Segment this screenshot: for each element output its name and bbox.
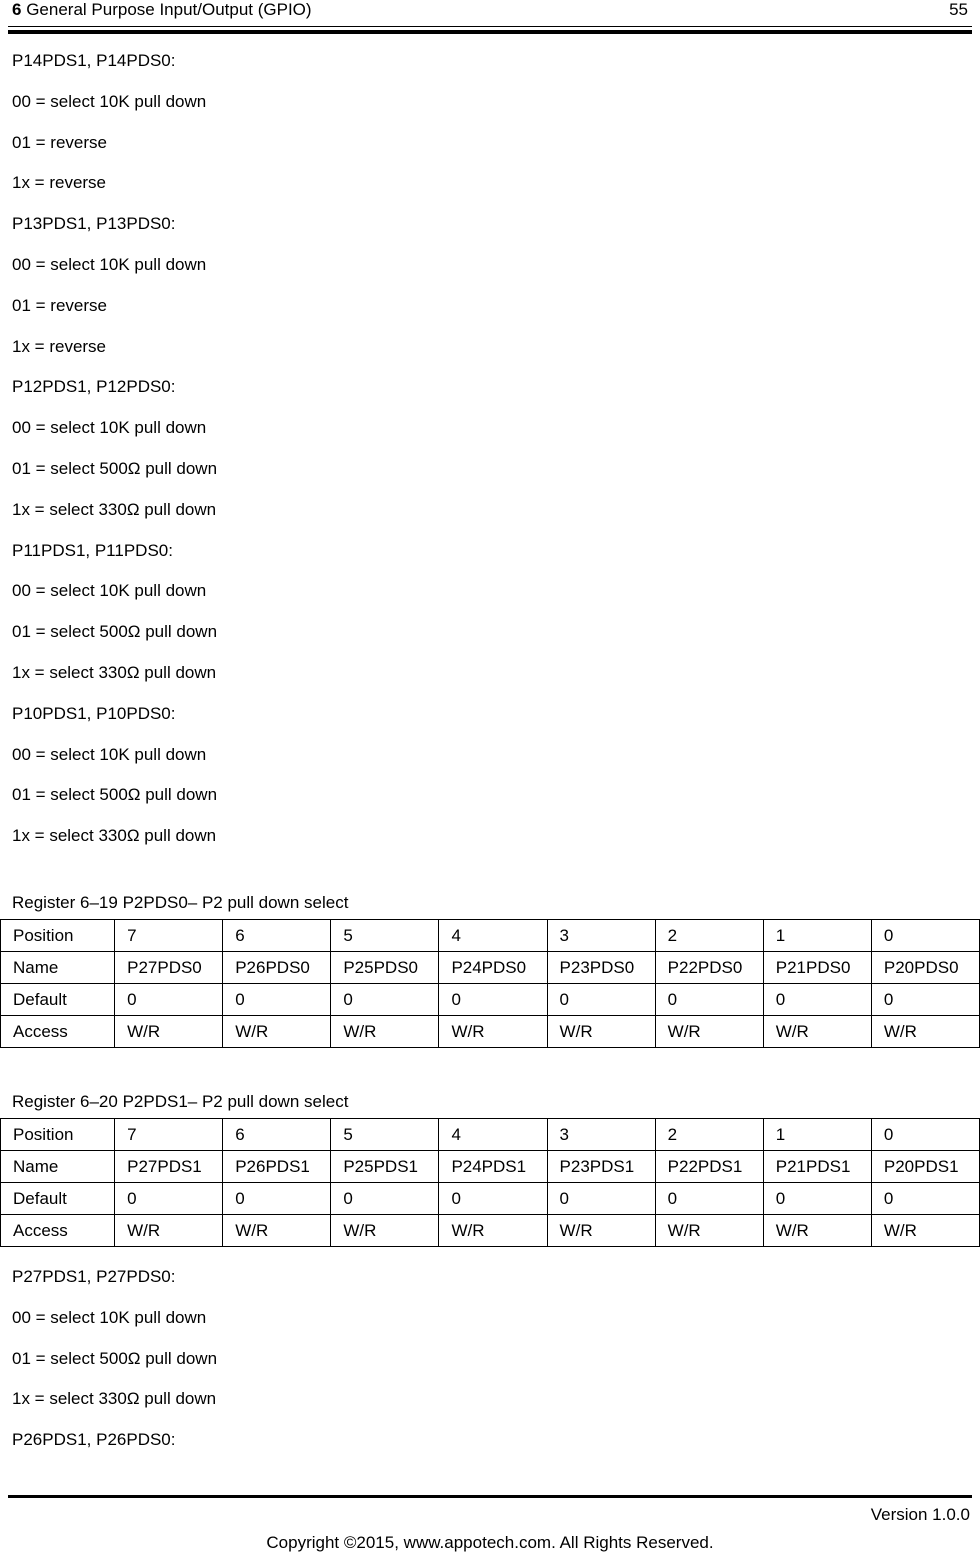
row-header-cell: Position (1, 1119, 115, 1151)
register-cell: W/R (655, 1215, 763, 1247)
register-row-default (1, 1183, 980, 1215)
register-cell: 0 (763, 984, 871, 1016)
register-cell: W/R (547, 1215, 655, 1247)
register-cell: 0 (655, 1183, 763, 1215)
register-cell: 0 (439, 1183, 547, 1215)
register-row-position (1, 920, 980, 952)
description-line: 1x = select 330Ω pull down (12, 499, 217, 519)
register-cell: 1 (763, 920, 871, 952)
description-line: 1x = reverse (12, 336, 107, 356)
register-cell: 0 (331, 984, 439, 1016)
row-header-cell: Default (1, 1183, 115, 1215)
row-header-cell: Position (1, 920, 115, 952)
register-cell: 0 (763, 1183, 871, 1215)
register-cell: P27PDS1 (115, 1151, 223, 1183)
footer-version: Version 1.0.0 (870, 1505, 970, 1524)
register-cell: P26PDS1 (223, 1151, 331, 1183)
description-line: 00 = select 10K pull down (12, 1307, 207, 1327)
register-cell: P27PDS0 (115, 952, 223, 984)
register-cell: W/R (871, 1215, 979, 1247)
register-cell: 3 (547, 920, 655, 952)
register-cell: W/R (223, 1215, 331, 1247)
description-line: 01 = select 500Ω pull down (12, 622, 218, 642)
register-row-access (1, 1215, 980, 1247)
register-cell: 6 (223, 920, 331, 952)
description-line: 01 = select 500Ω pull down (12, 1348, 218, 1368)
register-cell: 5 (331, 920, 439, 952)
register-cell: W/R (547, 1016, 655, 1048)
description-line: P10PDS1, P10PDS0: (12, 703, 176, 723)
register-cell: 6 (223, 1119, 331, 1151)
register-cell: 1 (763, 1119, 871, 1151)
description-line: P26PDS1, P26PDS0: (12, 1430, 176, 1450)
register-cell: 0 (115, 984, 223, 1016)
register-cell: 0 (871, 920, 979, 952)
row-header-cell: Access (1, 1215, 115, 1247)
register-cell: 3 (547, 1119, 655, 1151)
row-header-cell: Default (1, 984, 115, 1016)
chapter-title: General Purpose Input/Output (GPIO) (26, 0, 312, 19)
register-cell: W/R (763, 1215, 871, 1247)
footer-rule (8, 1495, 972, 1498)
description-line: 00 = select 10K pull down (12, 91, 207, 111)
description-line: 1x = select 330Ω pull down (12, 826, 217, 846)
register-cell: W/R (439, 1016, 547, 1048)
register-cell: 0 (655, 984, 763, 1016)
register-cell: P21PDS1 (763, 1151, 871, 1183)
page-number: 55 (949, 0, 968, 19)
register-cell: 0 (547, 1183, 655, 1215)
row-header-cell: Access (1, 1016, 115, 1048)
register-6-20-caption: Register 6–20 P2PDS1– P2 pull down select (12, 1092, 349, 1111)
description-line: 00 = select 10K pull down (12, 418, 207, 438)
register-cell: W/R (115, 1016, 223, 1048)
register-cell: P20PDS0 (871, 952, 979, 984)
register-6-20-table (0, 1118, 980, 1247)
register-cell: W/R (331, 1215, 439, 1247)
register-cell: P24PDS1 (439, 1151, 547, 1183)
register-cell: 0 (871, 1119, 979, 1151)
register-cell: P23PDS1 (547, 1151, 655, 1183)
register-cell: 0 (115, 1183, 223, 1215)
page-header-title (12, 0, 312, 20)
register-cell: 2 (655, 1119, 763, 1151)
description-line: 00 = select 10K pull down (12, 581, 207, 601)
register-row-access (1, 1016, 980, 1048)
description-line: 1x = select 330Ω pull down (12, 1389, 217, 1409)
register-cell: 4 (439, 920, 547, 952)
register-cell: W/R (655, 1016, 763, 1048)
description-line: 01 = reverse (12, 295, 107, 315)
register-cell: 0 (439, 984, 547, 1016)
description-line: 1x = reverse (12, 173, 107, 193)
footer-copyright: Copyright ©2015, www.appotech.com. All Rights Reserved. (266, 1533, 714, 1552)
register-row-default (1, 984, 980, 1016)
register-6-19-caption: Register 6–19 P2PDS0– P2 pull down select (12, 893, 349, 912)
description-line: 01 = select 500Ω pull down (12, 459, 218, 478)
description-line: P14PDS1, P14PDS0: (12, 51, 176, 70)
register-6-19-table (0, 919, 980, 1048)
register-cell: W/R (331, 1016, 439, 1048)
register-cell: W/R (871, 1016, 979, 1048)
register-cell: 7 (115, 920, 223, 952)
row-header-cell: Name (1, 1151, 115, 1183)
register-cell: 5 (331, 1119, 439, 1151)
register-cell: 0 (223, 984, 331, 1016)
register-cell: 0 (871, 1183, 979, 1215)
description-line: P13PDS1, P13PDS0: (12, 214, 176, 234)
description-line: P27PDS1, P27PDS0: (12, 1267, 176, 1286)
register-cell: P26PDS0 (223, 952, 331, 984)
description-line: 1x = select 330Ω pull down (12, 663, 217, 682)
chapter-number: 6 (12, 0, 22, 19)
register-cell: W/R (439, 1215, 547, 1247)
register-cell: P23PDS0 (547, 952, 655, 984)
register-row-position (1, 1119, 980, 1151)
description-line: 00 = select 10K pull down (12, 255, 207, 274)
register-cell: 0 (331, 1183, 439, 1215)
row-header-cell: Name (1, 952, 115, 984)
register-cell: P21PDS0 (763, 952, 871, 984)
header-rule-thin (8, 26, 972, 27)
register-cell: P20PDS1 (871, 1151, 979, 1183)
register-cell: W/R (223, 1016, 331, 1048)
description-line: P12PDS1, P12PDS0: (12, 377, 176, 397)
register-cell: W/R (763, 1016, 871, 1048)
register-cell: P25PDS0 (331, 952, 439, 984)
register-cell: P22PDS0 (655, 952, 763, 984)
description-line: 00 = select 10K pull down (12, 744, 207, 764)
register-cell: P25PDS1 (331, 1151, 439, 1183)
register-cell: 0 (547, 984, 655, 1016)
register-cell: P22PDS1 (655, 1151, 763, 1183)
register-cell: 0 (871, 984, 979, 1016)
header-rule-thick (8, 30, 972, 34)
register-cell: W/R (115, 1215, 223, 1247)
register-cell: P24PDS0 (439, 952, 547, 984)
register-row-name (1, 1151, 980, 1183)
register-cell: 4 (439, 1119, 547, 1151)
register-cell: 0 (223, 1183, 331, 1215)
description-line: 01 = reverse (12, 132, 107, 152)
description-line: P11PDS1, P11PDS0: (12, 540, 173, 560)
register-cell: 2 (655, 920, 763, 952)
register-cell: 7 (115, 1119, 223, 1151)
description-line: 01 = select 500Ω pull down (12, 785, 218, 805)
register-row-name (1, 952, 980, 984)
